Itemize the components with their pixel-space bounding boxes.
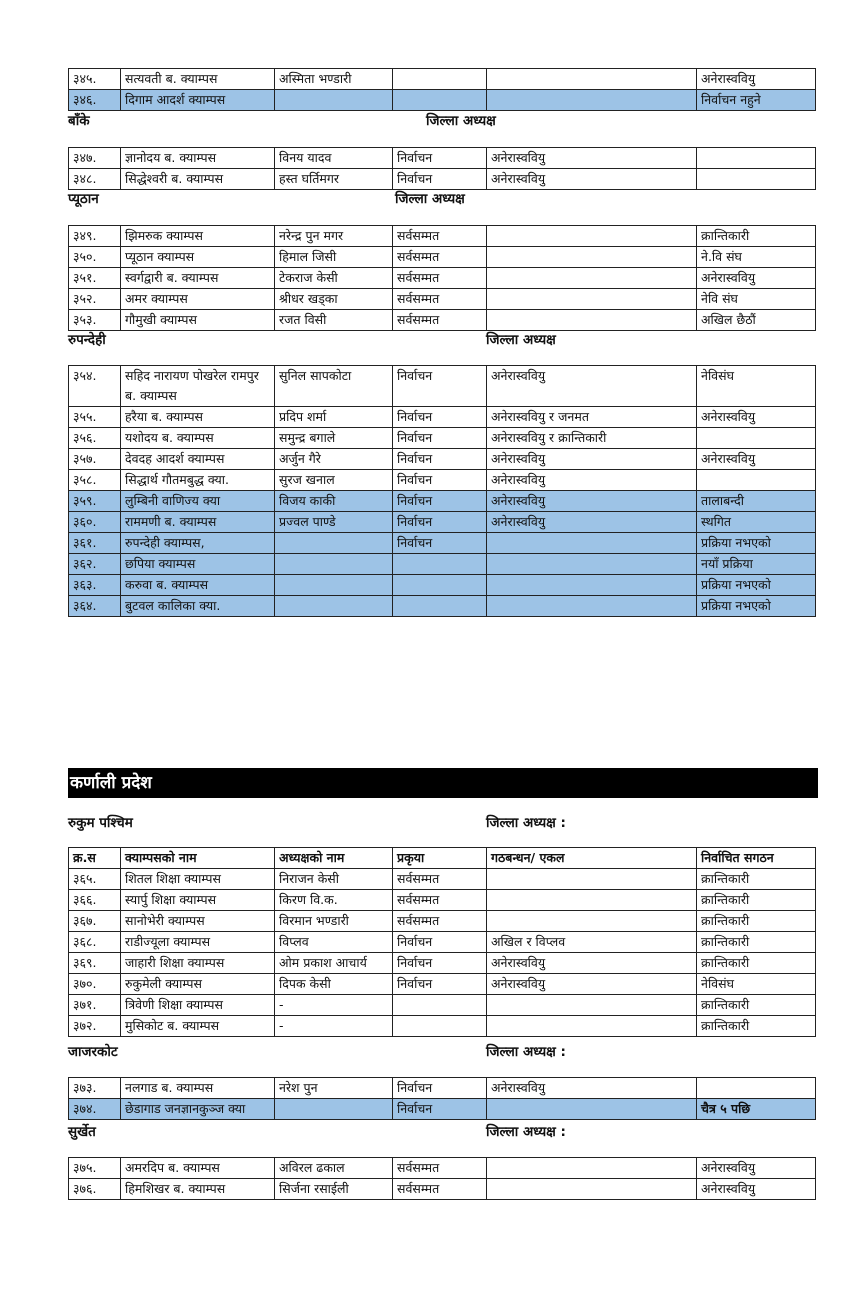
campus-name-cell: हरैया ब. क्याम्पस	[121, 407, 275, 428]
president-name-cell: सुरज खनाल	[275, 470, 393, 491]
elected-org-cell: अनेरास्ववियु	[697, 1158, 816, 1179]
serial-number-cell: ३७२.	[69, 1016, 121, 1037]
serial-number-cell: ३६६.	[69, 890, 121, 911]
table-row	[69, 90, 816, 111]
alliance-cell: अनेरास्ववियु	[487, 470, 697, 491]
elected-org-cell: क्रान्तिकारी	[697, 953, 816, 974]
process-cell: सर्वसम्मत	[393, 1158, 487, 1179]
president-name-cell	[275, 90, 393, 111]
alliance-cell	[487, 226, 697, 247]
table-row	[69, 1158, 816, 1179]
district-name: रुपन्देही	[68, 332, 106, 348]
president-name-cell: -	[275, 1016, 393, 1037]
process-cell	[393, 596, 487, 617]
elected-org-cell: निर्वाचन नहुने	[697, 90, 816, 111]
serial-number-cell: ३६७.	[69, 911, 121, 932]
alliance-cell: अनेरास्ववियु र जनमत	[487, 407, 697, 428]
process-cell: सर्वसम्मत	[393, 226, 487, 247]
president-name-cell: विरमान भण्डारी	[275, 911, 393, 932]
district-name: बाँके	[68, 113, 90, 129]
alliance-cell	[487, 1158, 697, 1179]
campus-table-rupandehi	[68, 365, 816, 617]
elected-org-cell: अखिल छैठौं	[697, 310, 816, 331]
alliance-cell: अनेरास्ववियु	[487, 512, 697, 533]
elected-org-cell: प्रक्रिया नभएको	[697, 575, 816, 596]
table-row	[69, 890, 816, 911]
president-name-cell: प्रदिप शर्मा	[275, 407, 393, 428]
process-cell: निर्वाचन	[393, 169, 487, 190]
alliance-cell	[487, 268, 697, 289]
process-cell: सर्वसम्मत	[393, 911, 487, 932]
elected-org-cell	[697, 148, 816, 169]
process-cell: सर्वसम्मत	[393, 268, 487, 289]
serial-number-cell: ३४६.	[69, 90, 121, 111]
district-president-label: जिल्ला अध्यक्ष	[426, 113, 496, 129]
header-elected-org: निर्वाचित सगठन	[697, 848, 816, 869]
process-cell: सर्वसम्मत	[393, 1179, 487, 1200]
serial-number-cell: ३६२.	[69, 554, 121, 575]
campus-name-cell: रुकुमेली क्याम्पस	[121, 974, 275, 995]
campus-name-cell: बुटवल कालिका क्या.	[121, 596, 275, 617]
serial-number-cell: ३४८.	[69, 169, 121, 190]
table-row	[69, 69, 816, 90]
table-row	[69, 1078, 816, 1099]
alliance-cell	[487, 554, 697, 575]
table-row	[69, 554, 816, 575]
alliance-cell: अनेरास्ववियु	[487, 953, 697, 974]
serial-number-cell: ३७६.	[69, 1179, 121, 1200]
process-cell: सर्वसम्मत	[393, 310, 487, 331]
campus-name-cell: मुसिकोट ब. क्याम्पस	[121, 1016, 275, 1037]
alliance-cell	[487, 1016, 697, 1037]
elected-org-cell: नेवि संघ	[697, 289, 816, 310]
campus-name-cell: स्वर्गद्वारी ब. क्याम्पस	[121, 268, 275, 289]
campus-name-cell: ज्ञानोदय ब. क्याम्पस	[121, 148, 275, 169]
table-row	[69, 953, 816, 974]
president-name-cell: दिपक केसी	[275, 974, 393, 995]
table-row	[69, 268, 816, 289]
alliance-cell: अनेरास्ववियु	[487, 491, 697, 512]
district-president-label: जिल्ला अध्यक्ष :	[486, 1044, 566, 1060]
serial-number-cell: ३४९.	[69, 226, 121, 247]
campus-name-cell: सिद्धेश्वरी ब. क्याम्पस	[121, 169, 275, 190]
process-cell	[393, 995, 487, 1016]
district-president-label: जिल्ला अध्यक्ष	[395, 191, 465, 207]
campus-name-cell: झिमरुक क्याम्पस	[121, 226, 275, 247]
serial-number-cell: ३५१.	[69, 268, 121, 289]
elected-org-cell: नेविसंघ	[697, 974, 816, 995]
serial-number-cell: ३७५.	[69, 1158, 121, 1179]
alliance-cell: अनेरास्ववियु	[487, 169, 697, 190]
campus-name-cell: करुवा ब. क्याम्पस	[121, 575, 275, 596]
alliance-cell: अनेरास्ववियु र क्रान्तिकारी	[487, 428, 697, 449]
serial-number-cell: ३५७.	[69, 449, 121, 470]
table-row	[69, 596, 816, 617]
process-cell: निर्वाचन	[393, 953, 487, 974]
process-cell: निर्वाचन	[393, 428, 487, 449]
process-cell: सर्वसम्मत	[393, 890, 487, 911]
campus-table-banke	[68, 147, 816, 190]
campus-name-cell: सहिद नारायण पोखरेल रामपुर ब. क्याम्पस	[121, 366, 275, 407]
serial-number-cell: ३६५.	[69, 869, 121, 890]
header-campus: क्याम्पसको नाम	[121, 848, 275, 869]
campus-name-cell: अमरदिप ब. क्याम्पस	[121, 1158, 275, 1179]
alliance-cell	[487, 575, 697, 596]
table-row	[69, 575, 816, 596]
elected-org-cell: अनेरास्ववियु	[697, 268, 816, 289]
president-name-cell: सुनिल सापकोटा	[275, 366, 393, 407]
campus-table-pyuthan	[68, 225, 816, 331]
table-row	[69, 247, 816, 268]
table-row	[69, 1099, 816, 1120]
serial-number-cell: ३६९.	[69, 953, 121, 974]
elected-org-cell	[697, 169, 816, 190]
elected-org-cell: क्रान्तिकारी	[697, 226, 816, 247]
elected-org-cell: नयाँ प्रक्रिया	[697, 554, 816, 575]
process-cell: निर्वाचन	[393, 1099, 487, 1120]
president-name-cell	[275, 596, 393, 617]
process-cell	[393, 1016, 487, 1037]
president-name-cell: हिमाल जिसी	[275, 247, 393, 268]
province-heading: कर्णाली प्रदेश	[68, 768, 818, 798]
elected-org-cell: क्रान्तिकारी	[697, 869, 816, 890]
president-name-cell: विप्लव	[275, 932, 393, 953]
serial-number-cell: ३५०.	[69, 247, 121, 268]
campus-name-cell: गौमुखी क्याम्पस	[121, 310, 275, 331]
serial-number-cell: ३४७.	[69, 148, 121, 169]
president-name-cell: रजत विसी	[275, 310, 393, 331]
campus-name-cell: सिद्धार्थ गौतमबुद्ध क्या.	[121, 470, 275, 491]
table-row	[69, 1016, 816, 1037]
campus-table-surkhet	[68, 1157, 816, 1200]
table-row	[69, 310, 816, 331]
table-row	[69, 226, 816, 247]
campus-name-cell: दिगाम आदर्श क्याम्पस	[121, 90, 275, 111]
elected-org-cell: क्रान्तिकारी	[697, 911, 816, 932]
serial-number-cell: ३७१.	[69, 995, 121, 1016]
serial-number-cell: ३७०.	[69, 974, 121, 995]
alliance-cell: अनेरास्ववियु	[487, 974, 697, 995]
alliance-cell	[487, 533, 697, 554]
elected-org-cell: अनेरास्ववियु	[697, 407, 816, 428]
president-name-cell: समुन्द्र बगाले	[275, 428, 393, 449]
elected-org-cell: ने.वि संघ	[697, 247, 816, 268]
table-row	[69, 449, 816, 470]
president-name-cell: नरेश पुन	[275, 1078, 393, 1099]
alliance-cell	[487, 310, 697, 331]
serial-number-cell: ३४५.	[69, 69, 121, 90]
process-cell: निर्वाचन	[393, 1078, 487, 1099]
process-cell: निर्वाचन	[393, 974, 487, 995]
process-cell: निर्वाचन	[393, 512, 487, 533]
serial-number-cell: ३६१.	[69, 533, 121, 554]
alliance-cell: अखिल र विप्लव	[487, 932, 697, 953]
alliance-cell	[487, 1179, 697, 1200]
table-row	[69, 995, 816, 1016]
serial-number-cell: ३७४.	[69, 1099, 121, 1120]
elected-org-cell: प्रक्रिया नभएको	[697, 596, 816, 617]
alliance-cell	[487, 289, 697, 310]
campus-name-cell: प्यूठान क्याम्पस	[121, 247, 275, 268]
table-row	[69, 974, 816, 995]
process-cell: निर्वाचन	[393, 407, 487, 428]
process-cell	[393, 554, 487, 575]
elected-org-cell: क्रान्तिकारी	[697, 932, 816, 953]
table-row	[69, 289, 816, 310]
alliance-cell: अनेरास्ववियु	[487, 1078, 697, 1099]
process-cell: निर्वाचन	[393, 491, 487, 512]
elected-org-cell: प्रक्रिया नभएको	[697, 533, 816, 554]
president-name-cell	[275, 554, 393, 575]
serial-number-cell: ३५३.	[69, 310, 121, 331]
president-name-cell: सिर्जना रसाईली	[275, 1179, 393, 1200]
process-cell: सर्वसम्मत	[393, 247, 487, 268]
alliance-cell	[487, 1099, 697, 1120]
elected-org-cell: अनेरास्ववियु	[697, 449, 816, 470]
elected-org-cell: चैत्र ५ पछि	[697, 1099, 816, 1120]
elected-org-cell: नेविसंघ	[697, 366, 816, 407]
header-process: प्रकृया	[393, 848, 487, 869]
serial-number-cell: ३७३.	[69, 1078, 121, 1099]
alliance-cell	[487, 90, 697, 111]
elected-org-cell: तालाबन्दी	[697, 491, 816, 512]
campus-name-cell: सानोभेरी क्याम्पस	[121, 911, 275, 932]
district-name: रुकुम पश्चिम	[68, 815, 133, 831]
president-name-cell: विजय काकी	[275, 491, 393, 512]
elected-org-cell	[697, 470, 816, 491]
president-name-cell: अविरल ढकाल	[275, 1158, 393, 1179]
serial-number-cell: ३६०.	[69, 512, 121, 533]
president-name-cell: ओम प्रकाश आचार्य	[275, 953, 393, 974]
alliance-cell: अनेरास्ववियु	[487, 449, 697, 470]
process-cell	[393, 90, 487, 111]
serial-number-cell: ३५८.	[69, 470, 121, 491]
campus-name-cell: नलगाड ब. क्याम्पस	[121, 1078, 275, 1099]
campus-name-cell: छेडागाड जनज्ञानकुञ्ज क्या	[121, 1099, 275, 1120]
process-cell	[393, 575, 487, 596]
serial-number-cell: ३५९.	[69, 491, 121, 512]
president-name-cell: -	[275, 995, 393, 1016]
campus-name-cell: राममणी ब. क्याम्पस	[121, 512, 275, 533]
alliance-cell	[487, 69, 697, 90]
serial-number-cell: ३६३.	[69, 575, 121, 596]
alliance-cell	[487, 869, 697, 890]
table-row	[69, 1179, 816, 1200]
campus-table-rukum	[68, 847, 816, 1037]
campus-name-cell: राडीज्यूला क्याम्पस	[121, 932, 275, 953]
campus-name-cell: सत्यवती ब. क्याम्पस	[121, 69, 275, 90]
process-cell: निर्वाचन	[393, 366, 487, 407]
alliance-cell	[487, 995, 697, 1016]
serial-number-cell: ३५५.	[69, 407, 121, 428]
process-cell: सर्वसम्मत	[393, 869, 487, 890]
process-cell	[393, 69, 487, 90]
president-name-cell	[275, 533, 393, 554]
elected-org-cell: अनेरास्ववियु	[697, 1179, 816, 1200]
campus-name-cell: शितल शिक्षा क्याम्पस	[121, 869, 275, 890]
campus-name-cell: छपिया क्याम्पस	[121, 554, 275, 575]
campus-name-cell: यशोदय ब. क्याम्पस	[121, 428, 275, 449]
process-cell: निर्वाचन	[393, 932, 487, 953]
elected-org-cell: अनेरास्ववियु	[697, 69, 816, 90]
district-name: प्यूठान	[68, 191, 99, 207]
header-sn: क्र.स	[69, 848, 121, 869]
header-president: अध्यक्षको नाम	[275, 848, 393, 869]
serial-number-cell: ३५४.	[69, 366, 121, 407]
table-row	[69, 169, 816, 190]
campus-name-cell: अमर क्याम्पस	[121, 289, 275, 310]
district-president-label: जिल्ला अध्यक्ष :	[486, 1124, 566, 1140]
campus-name-cell: हिमशिखर ब. क्याम्पस	[121, 1179, 275, 1200]
president-name-cell: टेकराज केसी	[275, 268, 393, 289]
alliance-cell	[487, 890, 697, 911]
process-cell: निर्वाचन	[393, 533, 487, 554]
header-alliance: गठबन्धन/ एकल	[487, 848, 697, 869]
president-name-cell: किरण वि.क.	[275, 890, 393, 911]
campus-name-cell: लुम्बिनी वाणिज्य क्या	[121, 491, 275, 512]
process-cell: निर्वाचन	[393, 470, 487, 491]
district-president-label: जिल्ला अध्यक्ष :	[486, 815, 566, 831]
president-name-cell: हस्त घर्तिमगर	[275, 169, 393, 190]
alliance-cell: अनेरास्ववियु	[487, 148, 697, 169]
campus-name-cell: त्रिवेणी शिक्षा क्याम्पस	[121, 995, 275, 1016]
elected-org-cell	[697, 428, 816, 449]
elected-org-cell: क्रान्तिकारी	[697, 1016, 816, 1037]
elected-org-cell: क्रान्तिकारी	[697, 995, 816, 1016]
table-row	[69, 533, 816, 554]
serial-number-cell: ३५६.	[69, 428, 121, 449]
table-row	[69, 512, 816, 533]
campus-name-cell: देवदह आदर्श क्याम्पस	[121, 449, 275, 470]
district-name: जाजरकोट	[68, 1044, 118, 1060]
campus-name-cell: स्यार्पु शिक्षा क्याम्पस	[121, 890, 275, 911]
president-name-cell: अर्जुन गैरे	[275, 449, 393, 470]
elected-org-cell: स्थगित	[697, 512, 816, 533]
president-name-cell: निराजन केसी	[275, 869, 393, 890]
process-cell: सर्वसम्मत	[393, 289, 487, 310]
campus-table-jajarkot	[68, 1077, 816, 1120]
campus-table-top	[68, 68, 816, 111]
president-name-cell: श्रीधर खड्का	[275, 289, 393, 310]
serial-number-cell: ३६४.	[69, 596, 121, 617]
president-name-cell	[275, 1099, 393, 1120]
alliance-cell	[487, 596, 697, 617]
table-row	[69, 491, 816, 512]
serial-number-cell: ३६८.	[69, 932, 121, 953]
elected-org-cell: क्रान्तिकारी	[697, 890, 816, 911]
president-name-cell: नरेन्द्र पुन मगर	[275, 226, 393, 247]
table-row	[69, 366, 816, 407]
alliance-cell	[487, 247, 697, 268]
table-row	[69, 911, 816, 932]
serial-number-cell: ३५२.	[69, 289, 121, 310]
alliance-cell	[487, 911, 697, 932]
campus-name-cell: जाहारी शिक्षा क्याम्पस	[121, 953, 275, 974]
process-cell: निर्वाचन	[393, 449, 487, 470]
alliance-cell: अनेरास्ववियु	[487, 366, 697, 407]
table-row	[69, 869, 816, 890]
president-name-cell: विनय यादव	[275, 148, 393, 169]
table-row	[69, 932, 816, 953]
president-name-cell: प्रज्वल पाण्डे	[275, 512, 393, 533]
elected-org-cell	[697, 1078, 816, 1099]
president-name-cell	[275, 575, 393, 596]
district-name: सुर्खेत	[68, 1124, 96, 1140]
campus-name-cell: रुपन्देही क्याम्पस,	[121, 533, 275, 554]
table-row	[69, 407, 816, 428]
table-row	[69, 428, 816, 449]
president-name-cell: अस्मिता भण्डारी	[275, 69, 393, 90]
district-president-label: जिल्ला अध्यक्ष	[486, 332, 556, 348]
table-row	[69, 470, 816, 491]
process-cell: निर्वाचन	[393, 148, 487, 169]
table-header-row	[69, 848, 816, 869]
table-row	[69, 148, 816, 169]
